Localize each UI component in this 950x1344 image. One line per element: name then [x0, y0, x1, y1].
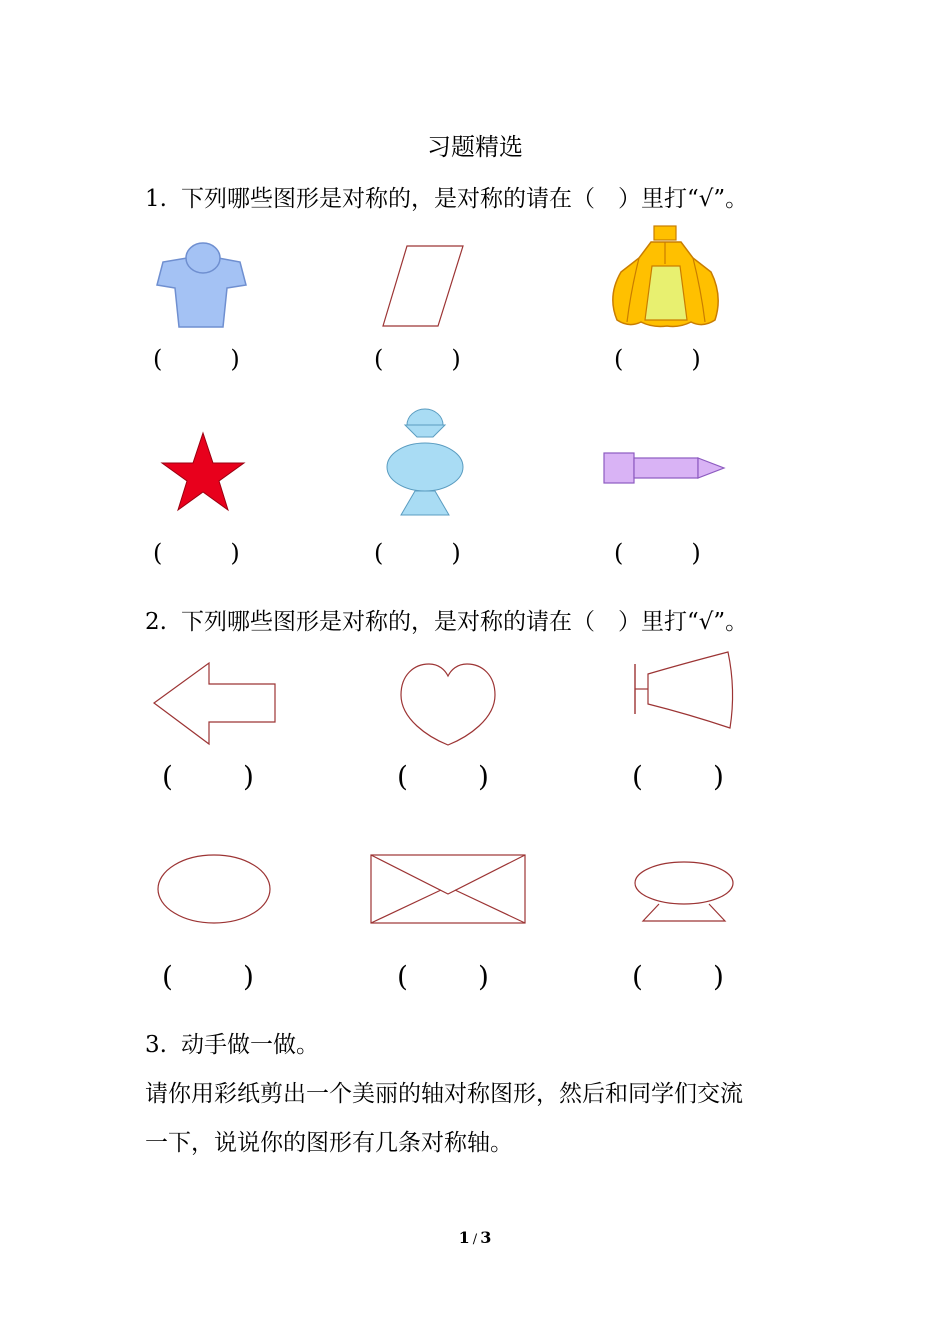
answer-paren-q1-5[interactable]: [374, 538, 461, 568]
dress-icon: [607, 224, 725, 334]
envelope-icon: [368, 852, 528, 926]
trumpet-icon: [632, 648, 736, 730]
answer-paren-q1-1[interactable]: [153, 344, 240, 374]
answer-paren-q2-5[interactable]: [397, 962, 489, 992]
pencil-icon: [602, 451, 726, 485]
paren-open: (: [632, 760, 643, 793]
paren-open: (: [162, 960, 173, 993]
page-number: [0, 1227, 950, 1251]
answer-paren-q1-2[interactable]: [374, 344, 461, 374]
paren-close: ): [477, 960, 489, 993]
paren-close: ): [230, 539, 240, 567]
answer-paren-q1-4[interactable]: [153, 538, 240, 568]
answer-paren-q2-2[interactable]: [397, 762, 489, 792]
question-3-text: 动手做一做。: [180, 1032, 319, 1058]
ellipse-on-stand-icon: [631, 859, 737, 925]
heart-icon: [398, 661, 498, 747]
paren-close: ): [712, 960, 724, 993]
shirt-icon: [153, 240, 253, 332]
question-2: [145, 606, 748, 638]
page-separator: /: [472, 1232, 478, 1247]
paren-close: ): [691, 539, 701, 567]
paren-close: ): [230, 345, 240, 373]
question-2-text: 下列哪些图形是对称的，是对称的请在（ ）里打“√”。: [180, 609, 749, 635]
arrow-icon: [151, 660, 279, 748]
paren-open: (: [374, 345, 384, 373]
paren-open: (: [614, 345, 624, 373]
paren-open: (: [374, 539, 384, 567]
star-icon: [160, 431, 246, 513]
answer-paren-q2-4[interactable]: [162, 962, 254, 992]
ellipse-icon: [155, 852, 273, 926]
paren-open: (: [397, 760, 408, 793]
paren-open: (: [153, 345, 163, 373]
page-current: 1: [458, 1228, 470, 1247]
question-3-instruction-line-1: 请你用彩纸剪出一个美丽的轴对称图形，然后和同学们交流: [145, 1081, 743, 1107]
paren-open: (: [632, 960, 643, 993]
paren-close: ): [242, 760, 254, 793]
paren-close: ): [242, 960, 254, 993]
paren-close: ): [691, 345, 701, 373]
parallelogram-icon: [380, 243, 470, 331]
question-3-instruction-line-2: 一下，说说你的图形有几条对称轴。: [145, 1130, 513, 1156]
paren-open: (: [397, 960, 408, 993]
paren-close: ): [477, 760, 489, 793]
paren-close: ): [712, 760, 724, 793]
answer-paren-q2-1[interactable]: [162, 762, 254, 792]
question-3-number: 3.: [145, 1032, 167, 1058]
answer-paren-q1-3[interactable]: [614, 344, 701, 374]
stacked-shapes-icon: [385, 407, 465, 517]
question-3: [145, 1029, 319, 1061]
question-1-number: 1.: [145, 186, 167, 212]
answer-paren-q1-6[interactable]: [614, 538, 701, 568]
paren-open: (: [153, 539, 163, 567]
answer-paren-q2-6[interactable]: [632, 962, 724, 992]
paren-open: (: [162, 760, 173, 793]
answer-paren-q2-3[interactable]: [632, 762, 724, 792]
page-title: 习题精选: [427, 133, 523, 161]
paren-open: (: [614, 539, 624, 567]
paren-close: ): [451, 345, 461, 373]
question-1: [145, 183, 748, 215]
page-total: 3: [480, 1228, 492, 1247]
paren-close: ): [451, 539, 461, 567]
question-1-text: 下列哪些图形是对称的，是对称的请在（ ）里打“√”。: [180, 186, 749, 212]
question-2-number: 2.: [145, 609, 167, 635]
